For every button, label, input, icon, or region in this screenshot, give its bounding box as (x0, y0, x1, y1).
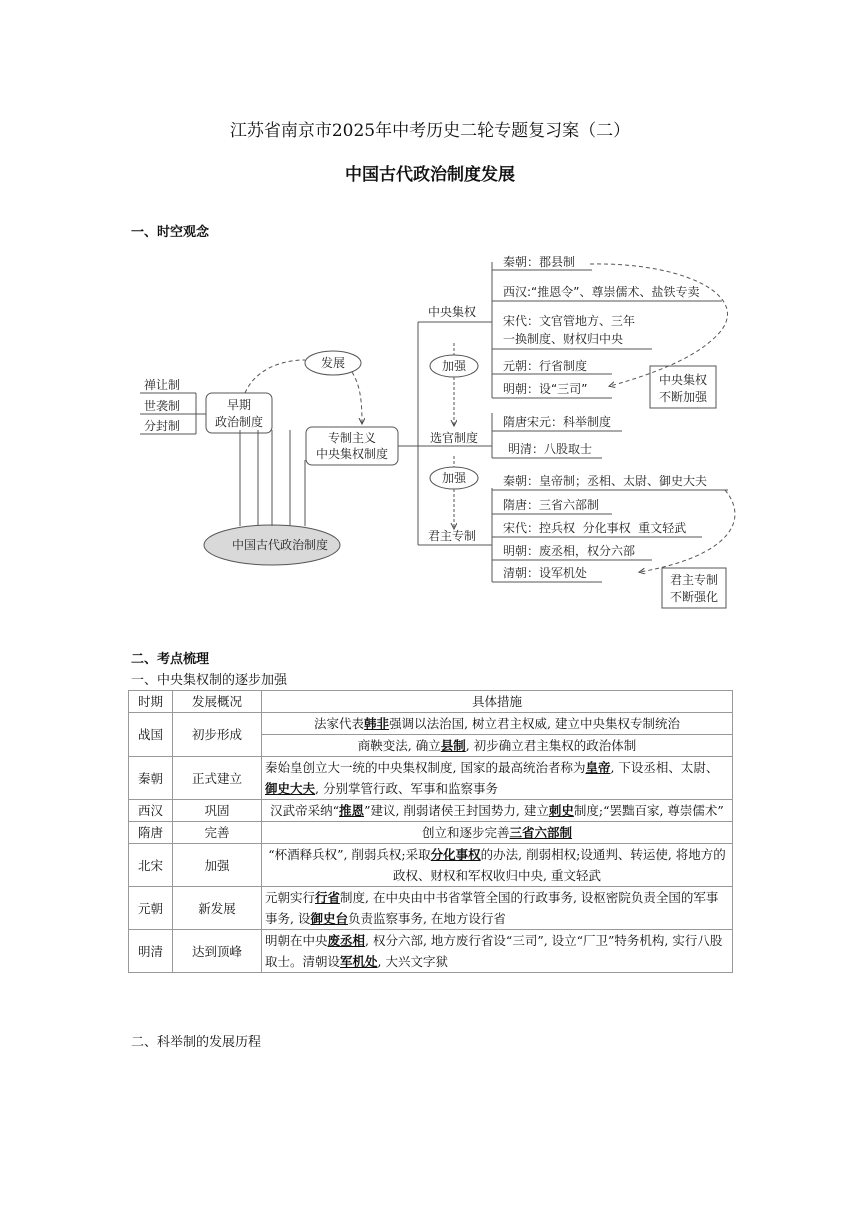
central-note-line2: 不断加强 (658, 390, 708, 404)
cell-measure: 商鞅变法, 确立县制, 初步确立君主集权的政治体制 (262, 735, 733, 757)
monarch-note-line1: 君主专制 (669, 573, 719, 587)
cell-overview: 初步形成 (173, 713, 262, 757)
cell-overview: 加强 (173, 844, 262, 887)
cell-measure: 创立和逐步完善三省六部制 (262, 822, 733, 844)
early-item-shanrang: 禅让制 (144, 378, 181, 392)
header-overview: 发展概况 (173, 691, 262, 713)
cell-period: 北宋 (129, 844, 173, 887)
monarch-item-qin: 秦朝：皇帝制；丞相、太尉、御史大夫 (503, 474, 708, 488)
section-heading-2: 二、考点梳理 (131, 652, 210, 667)
table-header-row (129, 691, 733, 713)
cell-period: 战国 (129, 713, 173, 757)
monarch-item-qing: 清朝：设军机处 (503, 566, 588, 580)
branch-monarch: 君主专制 (428, 529, 477, 543)
cell-period: 元朝 (129, 887, 173, 930)
central-power-table (128, 690, 733, 973)
develop-label: 发展 (320, 356, 346, 370)
cell-period: 隋唐 (129, 822, 173, 844)
monarch-note-line2: 不断强化 (669, 590, 719, 604)
central-item-xihan: 西汉:“推恩令”、尊崇儒术、盐铁专卖 (503, 285, 700, 299)
cell-overview: 完善 (173, 822, 262, 844)
cell-period: 秦朝 (129, 757, 173, 800)
cell-measure: 元朝实行行省制度, 在中央由中书省掌管全国的行政事务, 设枢密院负责全国的军事事务, 设御史台负责监察事务, 在地方设行省 (262, 887, 733, 930)
cell-overview: 达到顶峰 (173, 930, 262, 973)
branch-central: 中央集权 (428, 305, 477, 319)
cell-period: 明清 (129, 930, 173, 973)
table-row (129, 822, 733, 844)
central-item-ming: 明朝：设“三司” (503, 382, 588, 396)
early-item-fenfeng: 分封制 (144, 419, 181, 433)
table-row (129, 887, 733, 930)
table-row (129, 930, 733, 973)
cell-measure: 汉武帝采纳“推恩”建议, 削弱诸侯王封国势力, 建立刺史制度;“罢黜百家, 尊崇儒术” (262, 800, 733, 822)
monarch-item-song: 宋代：控兵权 分化事权 重文轻武 (503, 521, 687, 535)
strengthen-label-1: 加强 (441, 359, 467, 373)
section-heading-1: 一、时空观念 (131, 225, 210, 240)
subheading-keju: 二、科举制的发展历程 (131, 1035, 262, 1050)
select-item-mingqing: 明清：八股取士 (508, 442, 593, 456)
cell-overview: 巩固 (173, 800, 262, 822)
table-row (129, 844, 733, 887)
early-item-shixi: 世袭制 (144, 399, 181, 413)
table-row (129, 800, 733, 822)
despot-box-line1: 专制主义 (327, 431, 377, 445)
central-item-song-2: 一换制度、财权归中央 (503, 332, 624, 346)
monarch-item-ming: 明朝：废丞相，权分六部 (503, 544, 636, 558)
header-period: 时期 (129, 691, 173, 713)
cell-measure: 明朝在中央废丞相, 权分六部, 地方废行省设“三司”, 设立“厂卫”特务机构, 实行八股取士。清朝设军机处, 大兴文字狱 (262, 930, 733, 973)
early-box-line1: 早期 (226, 398, 252, 412)
monarch-item-suitang: 隋唐：三省六部制 (503, 498, 600, 512)
central-item-song-1: 宋代：文官管地方、三年 (503, 314, 636, 328)
doc-title: 江苏省南京市2025年中考历史二轮专题复习案（二） (229, 121, 631, 141)
strengthen-label-2: 加强 (441, 471, 467, 485)
branch-selection: 选官制度 (430, 431, 479, 445)
cell-overview: 新发展 (173, 887, 262, 930)
central-item-qin: 秦朝：郡县制 (503, 255, 576, 269)
core-label: 中国古代政治制度 (231, 538, 329, 552)
header-measures: 具体措施 (262, 691, 733, 713)
cell-measure: 法家代表韩非强调以法治国, 树立君主权威, 建立中央集权专制统治 (262, 713, 733, 735)
cell-overview: 正式建立 (173, 757, 262, 800)
table-row (129, 757, 733, 800)
cell-period: 西汉 (129, 800, 173, 822)
central-item-yuan: 元朝：行省制度 (503, 359, 588, 373)
central-note-line1: 中央集权 (658, 373, 708, 387)
select-item-suitang: 隋唐宋元：科举制度 (503, 415, 612, 429)
doc-subtitle: 中国古代政治制度发展 (345, 165, 515, 185)
subheading-central: 一、中央集权制的逐步加强 (131, 673, 288, 688)
cell-measure: 秦始皇创立大一统的中央集权制度, 国家的最高统治者称为皇帝, 下设丞相、太尉、御史大夫, 分别掌管行政、军事和监察事务 (262, 757, 733, 800)
early-box-line2: 政治制度 (214, 415, 264, 429)
despot-box-line2: 中央集权制度 (315, 447, 389, 461)
cell-measure: “杯酒释兵权”, 削弱兵权;采取分化事权的办法, 削弱相权;设通判、转运使, 将地方的政权、财权和军权收归中央, 重文轻武 (262, 844, 733, 887)
table-row (129, 713, 733, 735)
